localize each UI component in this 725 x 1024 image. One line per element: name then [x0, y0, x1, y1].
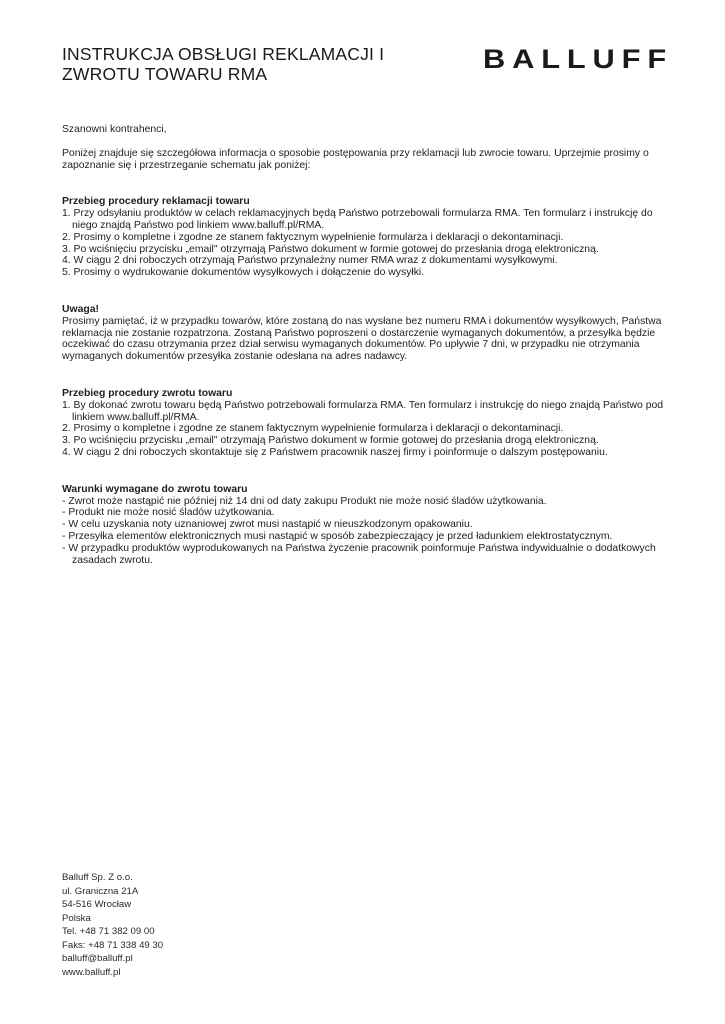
return-condition: - Przesyłka elementów elektronicznych musi nastąpić w sposób zabezpieczający je przed ładunkiem elektrostatycznym. [62, 530, 613, 542]
balluff-logo [483, 45, 673, 71]
company-address-footer [62, 871, 163, 979]
fax: Faks: +48 71 338 49 30 [62, 939, 164, 951]
return-condition: - Produkt nie może nosić śladów użytkowania. [62, 507, 275, 519]
return-step: 4. W ciągu 2 dni roboczych skontaktuje się z Państwem pracownik naszej firmy i poinformuje o dalszym postępowaniu. [62, 446, 608, 458]
document-body [62, 124, 676, 566]
title-line-2: ZWROTU TOWARU RMA [62, 64, 268, 84]
intro-paragraph: Poniżej znajduje się szczegółowa informacja o sposobie postępowania przy reklamacji lub zwrocie towaru. Uprzejmie prosimy o zapoznanie się i przestrzeganie schematu jak poniżej: [62, 147, 649, 171]
document-title [62, 44, 442, 84]
return-step: 3. Po wciśnięciu przycisku „email" otrzymają Państwo dokument w formie gotowej do przesłania drogą elektroniczną. [62, 435, 599, 447]
greeting: Szanowni kontrahenci, [62, 124, 167, 135]
return-conditions-heading: Warunki wymagane do zwrotu towaru [62, 483, 248, 495]
website-link[interactable]: www.balluff.pl [62, 966, 121, 978]
balluff-logo-text: BALLUFF [483, 45, 673, 71]
company-name: Balluff Sp. Z o.o. [62, 872, 133, 883]
complaint-step: 2. Prosimy o kompletne i zgodne ze stanem faktycznym wypełnienie formularza i deklaracji o dekontaminacji. [62, 231, 564, 243]
return-condition: - W przypadku produktów wyprodukowanych na Państwa życzenie pracownik poinformuje Państwa indywidualnie o dodatkowych zasadach zwrotu. [62, 542, 656, 566]
title-line-1: INSTRUKCJA OBSŁUGI REKLAMACJI I [62, 44, 385, 64]
complaint-step: 3. Po wciśnięciu przycisku „email" otrzymają Państwo dokument w formie gotowej do przesłania drogą elektroniczną. [62, 243, 599, 255]
complaint-step: 1. Przy odsyłaniu produktów w celach reklamacyjnych będą Państwo potrzebowali formularza RMA. Ten formularz i instrukcję do niego znajdą Państwo pod linkiem www.balluff.pl/RMA. [62, 208, 653, 231]
return-condition: - W celu uzyskania noty uznaniowej zwrot musi nastąpić w nieuszkodzonym opakowaniu. [62, 519, 473, 531]
return-step: 2. Prosimy o kompletne i zgodne ze stanem faktycznym wypełnienie formularza i deklaracji o dekontaminacji. [62, 423, 564, 435]
postal-city: 54-516 Wrocław [62, 899, 132, 910]
email-link[interactable]: balluff@balluff.pl [62, 953, 133, 964]
warning-text: Prosimy pamiętać, iż w przypadku towarów, które zostaną do nas wysłane bez numeru RMA i dokumentów wysyłkowych, Państwa reklamacja nie zostanie rozpatrzona. Zostaną Państwo poproszeni o dostarczenie wymaganych dokumentów, a przesyłka będzie oczekiwać do czasu otrzymania przez dział serwisu wymaganych dokumentów. Po upływie 7 dni, w przypadku nie otrzymania wymaganych dokumentów przesyłka zostanie odesłana na adres nadawcy. [62, 315, 662, 363]
phone: Tel. +48 71 382 09 00 [62, 926, 155, 937]
return-condition: - Zwrot może nastąpić nie później niż 14 dni od daty zakupu Produkt nie może nosić śladów użytkowania. [62, 495, 547, 507]
street-address: ul. Graniczna 21A [62, 885, 139, 897]
return-step: 1. By dokonać zwrotu towaru będą Państwo potrzebowali formularza RMA. Ten formularz i instrukcję do niego znajdą Państwo pod linkiem www.balluff.pl/RMA. [62, 399, 664, 423]
complaint-step: 4. W ciągu 2 dni roboczych otrzymają Państwo przynależny numer RMA wraz z dokumentami wysyłkowymi. [62, 255, 558, 267]
return-procedure-heading: Przebieg procedury zwrotu towaru [62, 387, 233, 399]
country: Polska [62, 912, 91, 924]
complaint-procedure-heading: Przebieg procedury reklamacji towaru [62, 196, 250, 208]
complaint-step: 5. Prosimy o wydrukowanie dokumentów wysyłkowych i dołączenie do wysyłki. [62, 267, 425, 279]
warning-heading: Uwaga! [62, 303, 99, 315]
